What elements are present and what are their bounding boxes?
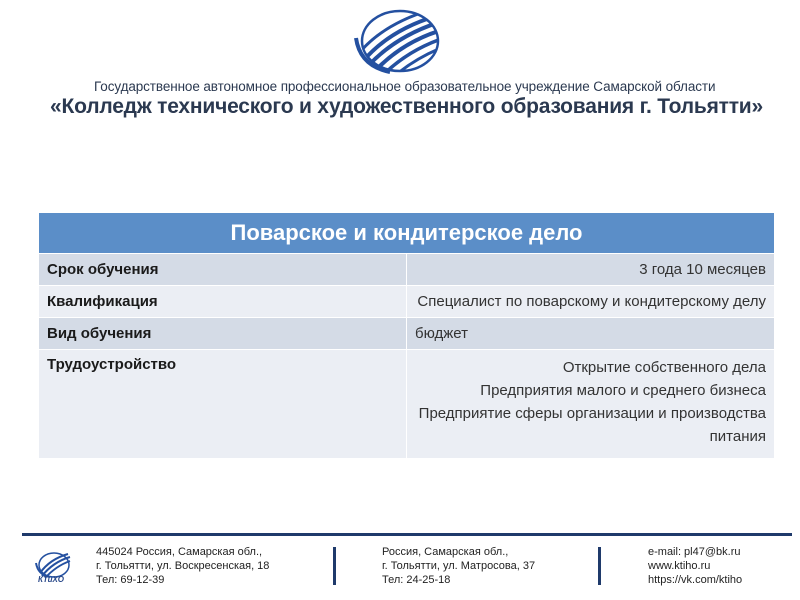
address-line: г. Тольятти, ул. Матросова, 37 bbox=[382, 560, 536, 572]
college-name: «Колледж технического и художественного образования г. Тольятти» bbox=[50, 95, 763, 118]
footer-separator bbox=[598, 547, 601, 585]
row-label-duration: Срок обучения bbox=[39, 254, 407, 286]
organization-type: Государственное автономное профессиональное образовательное учреждение Самарской области bbox=[94, 79, 716, 94]
row-value-qualification: Специалист по поварскому и кондитерскому делу bbox=[407, 286, 775, 318]
vk-link[interactable]: https://vk.com/ktiho bbox=[648, 574, 743, 586]
footer-divider bbox=[22, 533, 792, 536]
program-table bbox=[38, 212, 775, 459]
address-line: 445024 Россия, Самарская обл., bbox=[96, 546, 263, 558]
row-label-qualification: Квалификация bbox=[39, 286, 407, 318]
table-row bbox=[39, 318, 775, 350]
email-link[interactable]: e-mail: pl47@bk.ru bbox=[648, 546, 741, 558]
row-value-study-type: бюджет bbox=[407, 318, 775, 350]
address-line: г. Тольятти, ул. Воскресенская, 18 bbox=[96, 560, 270, 572]
small-logo-text: КТиХО bbox=[38, 575, 64, 584]
row-value-duration: 3 года 10 месяцев bbox=[407, 254, 775, 286]
row-label-study-type: Вид обучения bbox=[39, 318, 407, 350]
address-line: Россия, Самарская обл., bbox=[382, 546, 509, 558]
employment-line: Предприятия малого и среднего бизнеса bbox=[480, 382, 766, 399]
table-row bbox=[39, 286, 775, 318]
address-block-2 bbox=[382, 545, 535, 587]
table-row bbox=[39, 254, 775, 286]
employment-line: Открытие собственного дела bbox=[562, 359, 766, 376]
row-label-employment: Трудоустройство bbox=[39, 350, 407, 459]
employment-line: питания bbox=[709, 428, 766, 445]
table-row bbox=[39, 350, 775, 459]
program-title: Поварское и кондитерское дело bbox=[39, 213, 775, 254]
contacts-block bbox=[648, 545, 742, 587]
employment-line: Предприятие сферы организации и производства bbox=[418, 405, 766, 422]
footer-separator bbox=[333, 547, 336, 585]
website-link[interactable]: www.ktiho.ru bbox=[648, 560, 711, 572]
college-globe-logo bbox=[350, 8, 442, 74]
phone-line: Тел: 24-25-18 bbox=[382, 574, 451, 586]
address-block-1 bbox=[96, 545, 269, 587]
phone-line: Тел: 69-12-39 bbox=[96, 574, 165, 586]
row-value-employment bbox=[407, 350, 775, 459]
